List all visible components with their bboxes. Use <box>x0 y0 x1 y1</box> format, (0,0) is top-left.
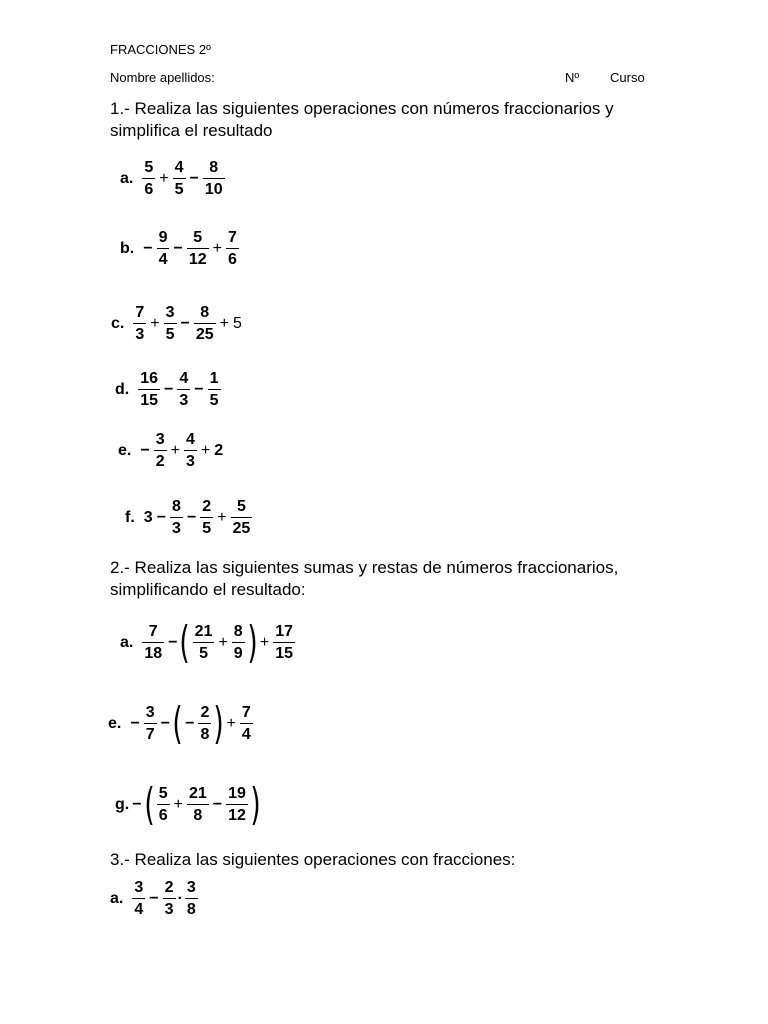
numerator: 3 <box>165 304 175 321</box>
fraction <box>142 624 164 662</box>
numerator: 5 <box>236 498 246 515</box>
fraction <box>203 160 225 198</box>
numerator: 5 <box>144 159 154 176</box>
denominator: 10 <box>204 181 223 198</box>
fraction <box>144 705 157 743</box>
right-parenthesis: ) <box>250 779 261 830</box>
denominator: 3 <box>135 326 145 343</box>
operator: + <box>150 315 160 332</box>
exercise-label: a. <box>120 170 134 187</box>
question-1-line-1: 1.- Realiza las siguientes operaciones con números fraccionarios y <box>110 99 614 118</box>
integer-term: 3 <box>143 509 153 526</box>
denominator: 5 <box>199 645 208 662</box>
fraction <box>170 499 183 537</box>
numerator: 3 <box>186 879 196 896</box>
numerator: 8 <box>200 304 210 321</box>
operator: − <box>194 381 204 398</box>
denominator: 4 <box>134 901 144 918</box>
fraction <box>157 786 170 824</box>
denominator: 15 <box>140 392 159 409</box>
fraction <box>194 305 216 343</box>
numerator: 7 <box>135 304 145 321</box>
operator: + <box>200 442 211 459</box>
denominator: 3 <box>179 392 189 409</box>
exercise-label: f. <box>125 509 135 526</box>
right-parenthesis: ) <box>213 698 225 749</box>
numerator: 21 <box>188 785 207 802</box>
denominator: 8 <box>200 726 210 743</box>
operator: − <box>185 715 195 732</box>
fraction <box>231 499 253 537</box>
exercise-label: a. <box>120 634 134 651</box>
denominator: 4 <box>158 251 168 268</box>
denominator: 5 <box>165 326 175 343</box>
numerator: 8 <box>209 159 219 176</box>
numerator: 4 <box>179 370 189 387</box>
exercise-label: d. <box>115 381 130 398</box>
denominator: 5 <box>174 181 184 198</box>
operator: + <box>170 442 180 459</box>
exercise-1b <box>120 230 241 268</box>
fraction <box>208 371 221 409</box>
fraction <box>163 880 176 918</box>
denominator: 12 <box>228 807 246 824</box>
numerator: 5 <box>193 229 203 246</box>
exercise-label: g. <box>115 796 130 813</box>
denominator: 4 <box>241 726 251 743</box>
exercise-label: a. <box>110 890 124 907</box>
fraction <box>133 305 146 343</box>
exercise-1d <box>115 371 223 409</box>
denominator: 6 <box>144 181 154 198</box>
operator: − <box>189 170 199 187</box>
operator: − <box>186 509 197 526</box>
course-label: Curso <box>610 70 645 85</box>
numerator: 4 <box>174 159 184 176</box>
numerator: 1 <box>209 370 219 387</box>
numerator: 2 <box>202 498 212 515</box>
exercise-2g <box>115 779 261 830</box>
denominator: 18 <box>144 645 163 662</box>
operator: + <box>218 634 228 651</box>
fraction <box>226 786 248 824</box>
operator: − <box>168 634 178 651</box>
operator: − <box>149 890 159 907</box>
question-2-line-2: simplificando el resultado: <box>110 580 306 599</box>
fraction <box>184 432 197 470</box>
numerator: 16 <box>140 370 159 387</box>
operator: + <box>173 796 183 813</box>
numerator: 9 <box>158 229 168 246</box>
denominator: 8 <box>193 807 203 824</box>
fraction <box>177 371 190 409</box>
question-1-prompt <box>110 98 670 142</box>
exercise-1c <box>111 305 244 343</box>
numerator: 7 <box>241 704 251 721</box>
denominator: 25 <box>232 520 251 537</box>
denominator: 15 <box>275 645 294 662</box>
fraction <box>232 624 245 662</box>
fraction <box>185 880 198 918</box>
operator: − <box>160 715 170 732</box>
numerator: 3 <box>145 704 155 721</box>
exercise-label: b. <box>120 240 135 257</box>
numerator: 7 <box>227 229 237 246</box>
operator: − <box>173 240 183 257</box>
worksheet-title: FRACCIONES 2º <box>110 42 211 57</box>
numerator: 4 <box>185 431 195 448</box>
right-parenthesis: ) <box>247 617 258 668</box>
denominator: 6 <box>227 251 237 268</box>
denominator: 12 <box>188 251 207 268</box>
fraction <box>187 786 209 824</box>
denominator: 8 <box>186 901 196 918</box>
question-1-line-2: simplifica el resultado <box>110 121 273 140</box>
operator: − <box>156 509 167 526</box>
fraction <box>157 230 170 268</box>
fraction <box>154 432 167 470</box>
fraction <box>226 230 239 268</box>
numerator: 2 <box>200 704 210 721</box>
operator: − <box>132 796 142 813</box>
numerator: 8 <box>233 623 243 640</box>
numerator: 5 <box>158 785 168 802</box>
number-label: Nº <box>565 70 580 85</box>
exercise-1f <box>125 499 254 537</box>
question-2-line-1: 2.- Realiza las siguientes sumas y restas de números fraccionarios, <box>110 558 619 577</box>
exercise-1a <box>120 160 227 198</box>
numerator: 8 <box>172 498 181 515</box>
exercise-label: e. <box>118 442 132 459</box>
exercise-label: c. <box>111 315 125 332</box>
numerator: 7 <box>148 623 158 640</box>
fraction <box>173 160 186 198</box>
question-3-line-1: 3.- Realiza las siguientes operaciones con fracciones: <box>110 850 516 869</box>
numerator: 2 <box>164 879 174 896</box>
exercise-2e <box>108 698 255 749</box>
operator: − <box>140 442 150 459</box>
name-label: Nombre apellidos: <box>110 70 215 85</box>
exercise-1e <box>118 432 225 470</box>
fraction <box>193 624 215 662</box>
operator: − <box>212 796 223 813</box>
numerator: 21 <box>194 623 213 640</box>
operator: − <box>180 315 190 332</box>
operator: + <box>212 240 222 257</box>
fraction <box>240 705 253 743</box>
denominator: 3 <box>172 520 181 537</box>
fraction <box>200 499 213 537</box>
fraction <box>198 705 211 743</box>
denominator: 6 <box>158 807 168 824</box>
fraction <box>164 305 177 343</box>
operator: + <box>259 634 270 651</box>
numerator: 17 <box>275 623 294 640</box>
left-parenthesis: ( <box>179 617 191 668</box>
fraction <box>132 880 145 918</box>
denominator: 3 <box>164 901 174 918</box>
denominator: 5 <box>209 392 219 409</box>
operator: − <box>164 381 174 398</box>
numerator: 3 <box>155 431 165 448</box>
operator: + <box>217 509 227 526</box>
operator: + <box>226 715 236 732</box>
fraction <box>142 160 155 198</box>
denominator: 5 <box>202 520 212 537</box>
exercise-3a <box>110 880 200 918</box>
exercise-label: e. <box>108 715 122 732</box>
denominator: 25 <box>195 326 214 343</box>
fraction <box>138 371 160 409</box>
fraction <box>273 624 295 662</box>
question-3-prompt <box>110 849 670 871</box>
integer-term: 2 <box>214 442 224 459</box>
operator: − <box>130 715 140 732</box>
exercise-2a <box>120 617 297 668</box>
numerator: 19 <box>228 785 246 802</box>
denominator: 7 <box>145 726 155 743</box>
numerator: 3 <box>134 879 144 896</box>
integer-term: 5 <box>232 315 242 332</box>
operator: · <box>177 890 183 907</box>
denominator: 2 <box>155 453 165 470</box>
left-parenthesis: ( <box>143 779 155 830</box>
operator: + <box>219 315 229 332</box>
denominator: 9 <box>233 645 243 662</box>
denominator: 3 <box>185 453 195 470</box>
fraction <box>187 230 209 268</box>
operator: − <box>143 240 153 257</box>
question-2-prompt <box>110 557 670 601</box>
operator: + <box>159 170 169 187</box>
left-parenthesis: ( <box>172 698 183 749</box>
